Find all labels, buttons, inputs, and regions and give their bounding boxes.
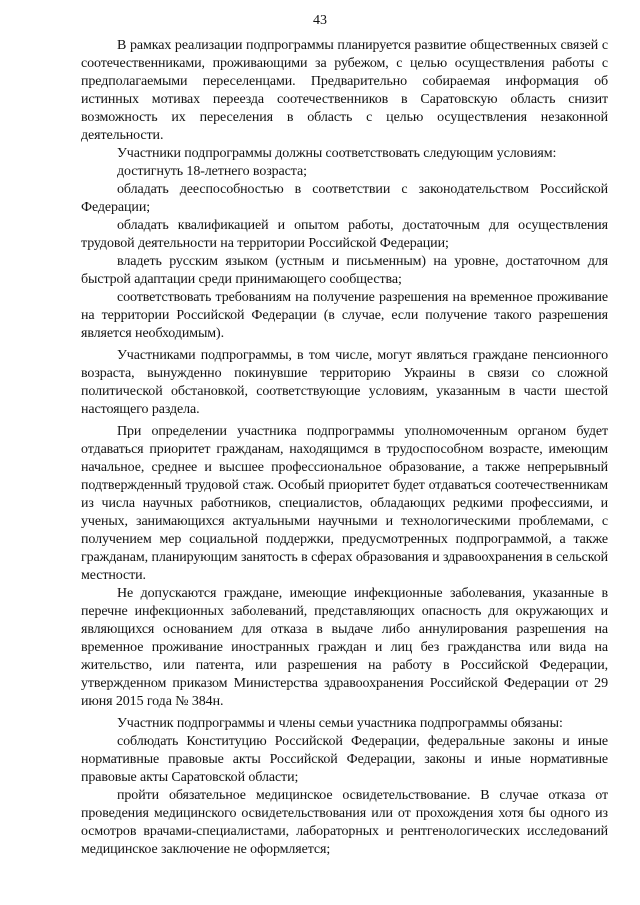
paragraph-obligation-medical: пройти обязательное медицинское освидетельствование. В случае отказа от проведения медицинского освидетельствования или от прохождения хотя бы одного из осмотров врачами-специалистами, лабораторных и рентгенологических исследований медицинское заключение не оформляется; xyxy=(81,788,608,857)
paragraph-condition-language: владеть русским языком (устным и письменным) на уровне, достаточном для быстрой адаптации среди принимающего сообщества; xyxy=(81,254,608,287)
paragraph-exclusions: Не допускаются граждане, имеющие инфекционные заболевания, указанные в перечне инфекционных заболеваний, представляющих опасность для окружающих и являющихся основанием для отказа в выдаче либо аннулирования разрешения на временное проживание иностранных граждан и лиц без гражданства или вида на жительство, или патента, или разрешения на работу в Российской Федерации, утвержденном приказом Министерства здравоохранения Российской Федерации от 29 июня 2015 года № 384н. xyxy=(81,586,608,709)
paragraph-obligation-laws: соблюдать Конституцию Российской Федерации, федеральные законы и иные нормативные правовые акты Российской Федерации, законы и иные нормативные правовые акты Саратовской области; xyxy=(81,734,608,785)
paragraph-outreach: В рамках реализации подпрограммы планируется развитие общественных связей с соотечественниками, проживающими за рубежом, с целью осуществления работы с предполагаемыми переселенцами. Предварительно собираемая информация об истинных мотивах переезда соотечественников в Саратовскую область снизит возможность их переселения в область с целью осуществления незаконной деятельности. xyxy=(81,38,608,143)
paragraph-condition-qualification: обладать квалификацией и опытом работы, достаточным для осуществления трудовой деятельности на территории Российской Федерации; xyxy=(81,218,608,251)
paragraph-condition-age: достигнуть 18-летнего возраста; xyxy=(117,164,307,179)
paragraph-priority: При определении участника подпрограммы уполномоченным органом будет отдаваться приоритет гражданам, находящимся в трудоспособном возрасте, имеющим начальное, среднее и высшее профессиональное образование, а также непрерывный подтвержденный трудовой стаж. Особый приоритет будет отдаваться соотечественникам из числа научных работников, специалистов, обладающих редкими профессиями, и ученых, занимающихся актуальными научными и технологическими проблемами, с получением мер социальной поддержки, предусмотренных подпрограммой, а также гражданам, планирующим занятость в сферах образования и здравоохранения в сельской местности. xyxy=(81,424,608,583)
paragraph-condition-capacity: обладать дееспособностью в соответствии с законодательством Российской Федерации; xyxy=(81,182,608,215)
paragraph-pensioners: Участниками подпрограммы, в том числе, могут являться граждане пенсионного возраста, вынужденно покинувшие территорию Украины в связи со сложной политической обстановкой, соответствующие условиям, указанным в части шестой настоящего раздела. xyxy=(81,348,608,417)
paragraph-obligations-intro: Участник подпрограммы и члены семьи участника подпрограммы обязаны: xyxy=(117,716,563,731)
paragraph-condition-residence: соответствовать требованиям на получение разрешения на временное проживание на территории Российской Федерации (в случае, если получение такого разрешения является необходимым). xyxy=(81,290,608,341)
page-content xyxy=(81,37,608,859)
paragraph-conditions-intro: Участники подпрограммы должны соответствовать следующим условиям: xyxy=(117,146,557,161)
page-number: 43 xyxy=(313,13,327,28)
